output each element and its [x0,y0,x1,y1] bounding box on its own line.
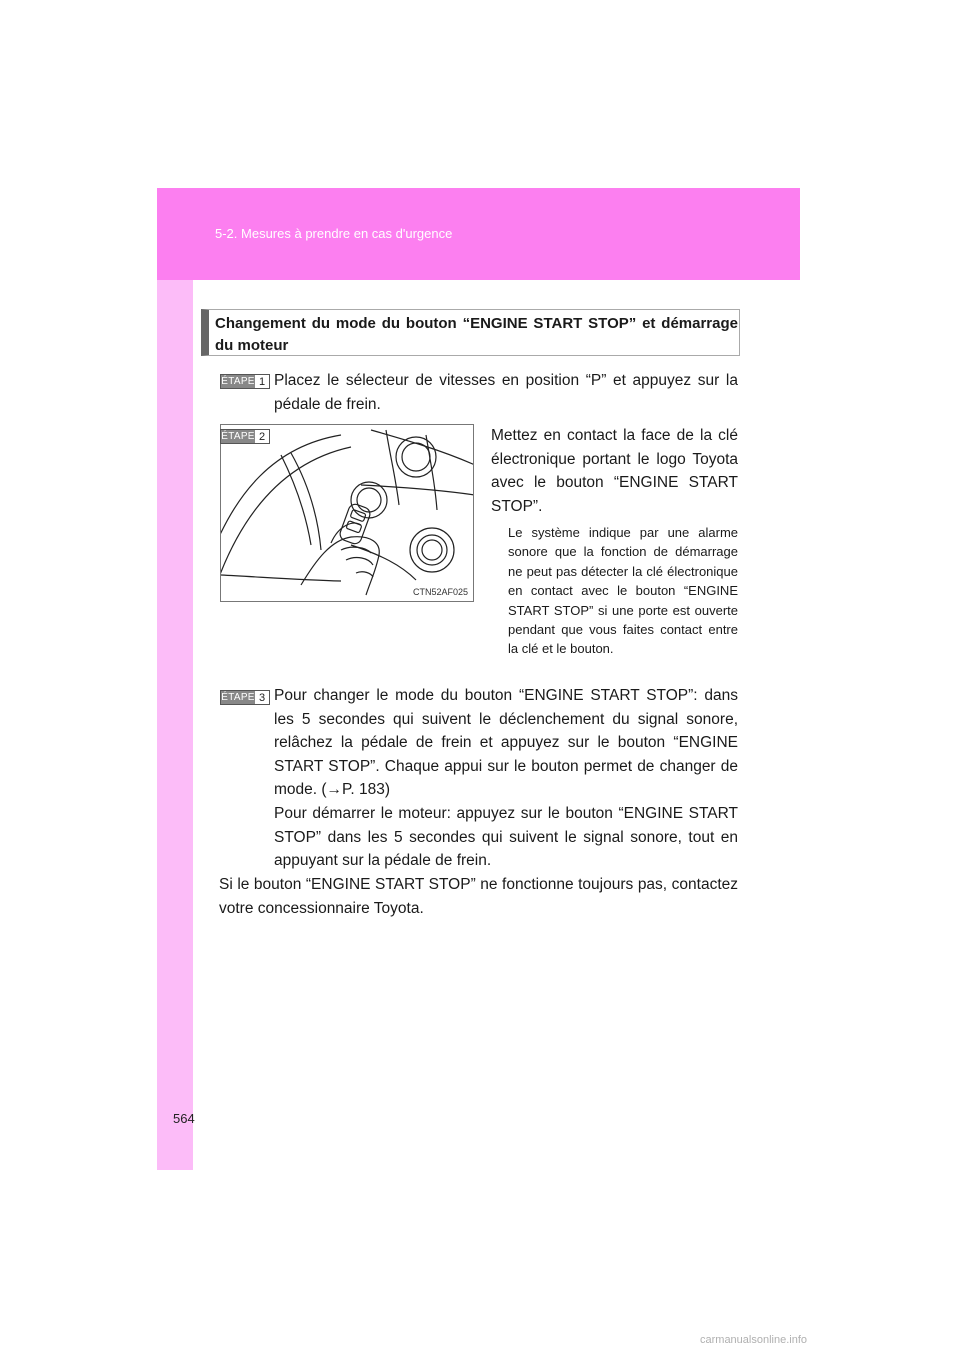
step-label: ÉTAPE [221,692,255,703]
step-2-note: Le système indique par une alarme sonore que la fonction de démarrage ne peut pas détecter la clé électronique en contact avec le bouton “ENGINE START STOP” si une porte est ouverte pendant que vous faites contact entre la clé et le bouton. [508,525,738,657]
step-label: ÉTAPE [221,431,255,442]
step-3-text: Pour changer le mode du bouton “ENGINE START STOP”: dans les 5 secondes qui suivent le déclenchement du signal sonore, relâchez la pédale de frein et appuyez sur le bouton “ENGINE START STOP”. Chaque appui sur le bouton permet de changer de mode. (→P. 183) [274,687,738,799]
page-number: 564 [173,1111,195,1126]
step-3-text-block [274,684,738,873]
figure-code: CTN52AF025 [412,587,468,597]
step-1-text: Placez le sélecteur de vitesses en position “P” et appuyez sur la pédale de frein. [274,372,738,413]
section-label: 5-2. Mesures à prendre en cas d'urgence [215,226,453,241]
final-note: Si le bouton “ENGINE START STOP” ne fonctionne toujours pas, contactez votre concessionnaire Toyota. [219,876,738,917]
step-2-text: Mettez en contact la face de la clé électronique portant le logo Toyota avec le bouton “ENGINE START STOP”. [491,427,738,515]
key-button-illustration [220,424,474,602]
section-heading: Changement du mode du bouton “ENGINE START STOP” et démarrage du moteur [215,315,738,354]
illustration-svg [221,425,474,602]
step-number: 3 [255,691,269,704]
step-number: 1 [255,375,269,388]
sidebar-band [157,280,193,1170]
step-3-badge [220,690,270,705]
step-label: ÉTAPE [221,376,255,387]
step-number: 2 [255,430,269,443]
step-2-badge [220,429,270,444]
step-1-badge [220,374,270,389]
step-3-text-2: Pour démarrer le moteur: appuyez sur le bouton “ENGINE START STOP” dans les 5 secondes qui suivent le signal sonore, tout en appuyant sur la pédale de frein. [274,804,738,870]
watermark: carmanualsonline.info [700,1334,808,1346]
